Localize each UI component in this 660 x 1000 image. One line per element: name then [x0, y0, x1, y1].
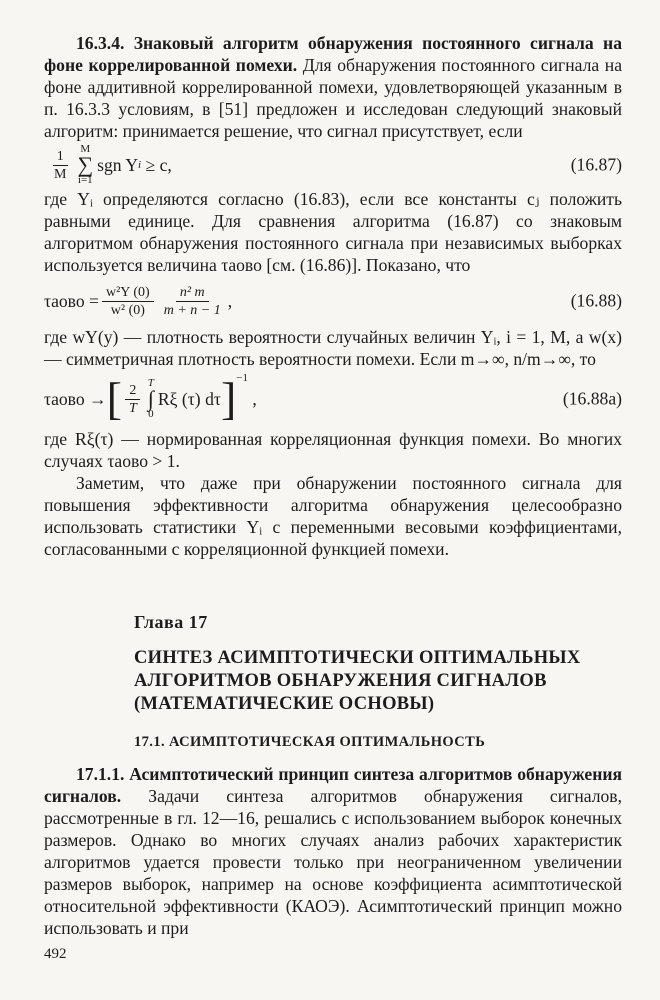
right-bracket: ]	[220, 373, 237, 424]
chapter-label: Глава 17	[134, 612, 208, 632]
paragraph-4: где Rξ(τ) — нормированная корреляционная функция помехи. Во многих случаях τаово > 1.	[44, 429, 622, 471]
fraction-numerator: n² m	[176, 284, 209, 302]
fraction-denominator: m + n − 1	[163, 302, 221, 318]
paragraph-text: Для обнаружения постоянного сигнала на фоне аддитивной коррелированной помехи, удовлетворяющей указанным в п. 16.3.3 условиям, в [51] предложен и исследован следующий знаковый алгоритм: принимается решение, что сигнал присутствует, если	[44, 55, 623, 141]
exponent: −1	[236, 372, 248, 384]
fraction	[50, 148, 70, 183]
fraction-2	[160, 284, 225, 319]
fraction-numerator: 1	[53, 148, 68, 166]
page-number: 492	[44, 946, 67, 962]
equation-number: (16.87)	[570, 154, 622, 175]
equation-rhs: ≥ c,	[145, 154, 172, 175]
fraction-numerator: w²Y (0)	[102, 284, 154, 302]
integral-sign: T ∫ 0	[147, 377, 154, 420]
integrand: Rξ (τ) dτ	[157, 388, 221, 409]
paragraph-3: где wY(y) — плотность вероятности случайных величин Yᵢ, i = 1, M, а w(x) — симметричная плотность вероятности помехи. Если m→∞, n/m→∞, то	[44, 327, 622, 369]
sum-lower-limit: i=1	[77, 174, 93, 186]
paragraph-16-3-4	[44, 32, 622, 142]
fraction-denominator: T	[128, 400, 137, 416]
subsection-heading-17-1-1: 17.1.1. Асимптотический принцип синтеза алгоритмов обнаружения сигналов.	[44, 764, 622, 806]
equation-number: (16.88)	[570, 290, 622, 311]
equation-16-87	[44, 142, 622, 188]
equation-16-88a	[44, 370, 622, 428]
fraction-denominator: M	[54, 166, 67, 182]
section-title: 17.1. АСИМПТОТИЧЕСКАЯ ОПТИМАЛЬНОСТЬ	[134, 734, 486, 750]
integral-lower-limit: 0	[148, 408, 154, 420]
equation-tail: ,	[252, 388, 257, 409]
fraction	[125, 382, 141, 417]
paragraph-17-1-1	[44, 763, 622, 939]
paragraph-2: где Yᵢ определяются согласно (16.83), если все константы cⱼ положить равными единице. Для сравнения алгоритма (16.87) со знаковым алгоритмом обнаружения постоянного сигнала при независимых выборках используется величина τаово [см. (16.86)]. Показано, что	[44, 189, 622, 275]
paragraph-text: Задачи синтеза алгоритмов обнаружения сигналов, рассмотренные в гл. 12—16, решались с использованием выборок конечных размеров. Однако во многих случаях анализ рабочих характеристик алгоритмов удается провести только при неограниченном увеличении размеров выборок, например на основе коэффициента асимптотической относительной эффективности (КАОЭ). Асимптотический принцип можно использовать и при	[44, 786, 622, 938]
equation-lhs: τаово =	[44, 290, 99, 311]
fraction-1	[102, 284, 154, 319]
paragraph-5: Заметим, что даже при обнаружении постоянного сигнала для повышения эффективности алгоритма обнаружения целесообразно использовать статистики Yᵢ с переменными весовыми коэффициентами, согласованными с корреляционной функцией помехи.	[44, 473, 622, 559]
sum-upper-limit: M	[80, 143, 91, 155]
sum-sign: M ∑ i=1	[77, 143, 94, 186]
page-body	[44, 32, 622, 939]
equation-16-88	[44, 276, 622, 326]
equation-body: sgn Y	[97, 154, 139, 175]
integral-upper-limit: T	[147, 377, 154, 389]
fraction-numerator: 2	[125, 382, 140, 400]
equation-tail: ,	[227, 290, 233, 311]
equation-lhs: τаово →	[44, 388, 107, 409]
fraction-denominator: w² (0)	[110, 302, 145, 318]
subscript: i	[138, 159, 142, 171]
subsection-heading-16-3-4: 16.3.4. Знаковый алгоритм обнаружения постоянного сигнала на фоне коррелированной помехи.	[44, 33, 622, 75]
left-bracket: [	[106, 373, 122, 424]
chapter-title: СИНТЕЗ АСИМПТОТИЧЕСКИ ОПТИМАЛЬНЫХ АЛГОРИТМОВ ОБНАРУЖЕНИЯ СИГНАЛОВ (МАТЕМАТИЧЕСКИЕ ОСНОВЫ)	[134, 648, 581, 714]
equation-number: (16.88a)	[562, 388, 622, 409]
